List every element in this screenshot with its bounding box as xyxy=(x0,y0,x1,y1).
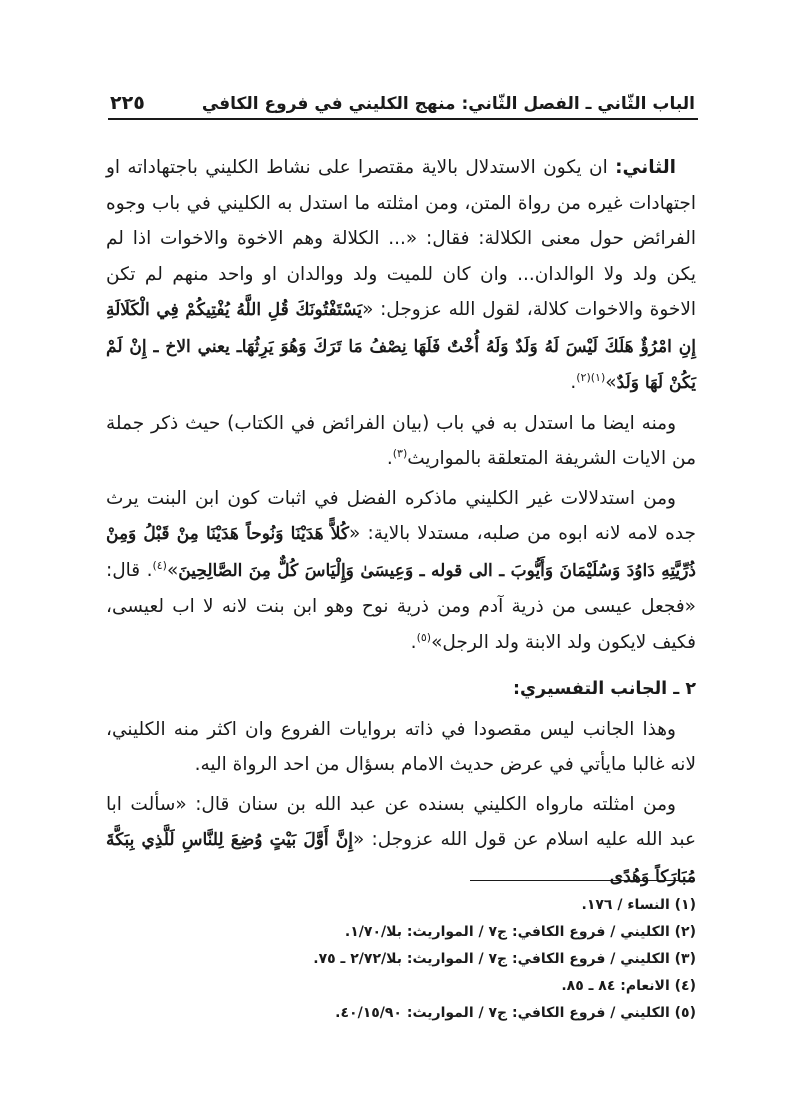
footnote-rule xyxy=(470,880,695,881)
page-header xyxy=(110,84,695,114)
paragraph-2: ومنه ايضا ما استدل به في باب (بيان الفرائض في الكتاب) حيث ذكر جملة من الايات الشريفة المتعلقة بالمواريث$^{(٣)}$. xyxy=(106,412,696,469)
page-number: ٢٢٥ xyxy=(110,92,145,114)
footnote-item: (٢) الكليني / فروع الكافي: ج٧ / المواريث: بلا/١/٧٠. xyxy=(344,924,696,940)
quran-quote: كُلاًّ هَدَيْنَا وَنُوحاً هَدَيْنَا مِنْ قَبْلُ وَمِنْ ذُرِّيَّتِهِ دَاوُدَ وَسُلَيْمَانَ وَأَيُّوبَ xyxy=(106,524,696,581)
quran-aside: ـ الى قوله ـ xyxy=(413,560,511,581)
main-text xyxy=(106,150,696,660)
footnote-item: (٥) الكليني / فروع الكافي: ج٧ / المواريث: ٤٠/١٥/٩٠. xyxy=(335,1005,696,1021)
paragraph-text: ان يكون الاستدلال بالاية مقتصرا على نشاط الكليني باجتهاداته او اجتهادات غيره من رواة المتن، ومن امثلته ما استدل به الكليني في باب وجوه الفرائض حول معنى الكلالة: فقال: «... الكلالة وهم الاخوة والاخوات اذا لم يكن ولد ولا الوالدان... وان كان للميت ولد ووالدان او واحد منهم لم تكن الاخوة والاخوات كلالة، لقول الله عزوجل: « xyxy=(106,157,697,320)
footnotes xyxy=(200,892,696,1027)
quran-quote: إِنْ لَمْ يَكُنْ لَهَا وَلَدٌ xyxy=(106,336,696,393)
section-paragraph-1: وهذا الجانب ليس مقصودا في ذاته بروايات الفروع وان اكثر منه الكليني، لانه غالبا مايأتي في عرض حديث الامام بسؤال من احد الرواة اليه. xyxy=(106,718,696,775)
footnote-item: (١) النساء / ١٧٦. xyxy=(581,897,696,913)
footnote-ref: (١)(٢) xyxy=(576,370,606,384)
paragraph-3: ومن استدلالات غير الكليني ماذكره الفضل في اثبات كون ابن البنت يرث جده لامه لانه ابوه من صلبه، مستدلا بالاية: «كُلاًّ هَدَيْنَا وَنُوحاً هَدَيْنَا مِنْ قَبْلُ وَمِنْ ذُرِّيَّتِهِ دَاوُدَ وَسُلَيْمَانَ وَأَيُّوبَ ـ الى قوله ـ وَعِيسَىٰ وَإِلْيَاسَ كُلٌّ مِنَ الصَّالِحِينَ»$^{(٤)}$. قال: «فجعل عيسى من ذرية آدم ومن ذرية نوح وهو ابن بنت لانه لا اب لعيسى، فكيف لايكون ولد الابنة ولد الرجل»$^{(٥)}$. xyxy=(106,487,696,653)
footnote-ref: (٤) xyxy=(152,558,167,572)
quote-close: » xyxy=(605,372,617,393)
paragraph-text: ومنه ايضا ما استدل به في باب (بيان الفرائض في الكتاب) حيث ذكر جملة من الايات الشريفة المتعلقة بالمواريث xyxy=(106,412,696,469)
quran-aside: ـ يعني الاخ ـ xyxy=(146,336,242,357)
header-rule xyxy=(108,118,698,120)
paragraph-text: ومن استدلالات غير الكليني ماذكره الفضل في اثبات كون ابن البنت يرث جده لامه لانه ابوه من صلبه، مستدلا بالاية: « xyxy=(106,487,696,544)
footnote-ref: (٥) xyxy=(416,630,432,644)
paragraph-1: الثاني: ان يكون الاستدلال بالاية مقتصرا على نشاط الكليني باجتهاداته او اجتهادات غيره من رواة المتن، ومن امثلته ما استدل به الكليني في باب وجوه الفرائض حول معنى الكلالة: فقال: «... الكلالة وهم الاخوة والاخوات اذا لم يكن ولد ولا الوالدان... وان كان للميت ولد ووالدان او واحد منهم لم تكن الاخوة والاخوات كلالة، لقول الله عزوجل: «يَسْتَفْتُونَكَ قُلِ اللَّهُ يُفْتِيكُمْ فِي الْكَلَالَةِ إِنِ امْرُؤٌ هَلَكَ لَيْسَ لَهُ وَلَدٌ وَلَهُ أُخْتٌ فَلَهَا نِصْفُ مَا تَرَكَ وَهُوَ يَرِثُهَاـ يعني الاخ ـ إِنْ لَمْ يَكُنْ لَهَا وَلَدٌ»$^{(١)(٢)}$. xyxy=(106,157,697,393)
quran-quote: إِنَّ أَوَّلَ بَيْتٍ وُضِعَ لِلنَّاسِ لَلَّذِي بِبَكَّةَ مُبَارَكاً وَهُدًى xyxy=(106,830,696,887)
footnote-item: (٣) الكليني / فروع الكافي: ج٧ / المواريث: بلا/٢/٧٢ ـ ٧٥. xyxy=(313,951,696,967)
quran-quote: يَسْتَفْتُونَكَ قُلِ اللَّهُ يُفْتِيكُمْ فِي الْكَلَالَةِ إِنِ امْرُؤٌ هَلَكَ لَيْسَ لَهُ وَلَدٌ وَلَهُ أُخْتٌ فَلَهَا نِصْفُ مَا تَرَكَ وَهُوَ يَرِثُهَا xyxy=(106,300,696,357)
section-heading: ٢ ـ الجانب التفسيري: xyxy=(513,679,696,699)
footnote-item: (٤) الانعام: ٨٤ ـ ٨٥. xyxy=(561,978,696,994)
section-paragraph-2 xyxy=(106,787,696,896)
footnote-ref: (٣) xyxy=(392,446,408,460)
paragraph-lead: الثاني: xyxy=(615,157,676,178)
running-title: الباب الثّاني ـ الفصل الثّاني: منهج الكليني في فروع الكافي xyxy=(201,94,695,114)
paragraph-text: . قال: «فجعل عيسى من ذرية آدم ومن ذرية نوح وهو ابن بنت لانه لا اب لعيسى، فكيف لايكون ولد الابنة ولد الرجل» xyxy=(106,559,696,653)
quran-quote: وَعِيسَىٰ وَإِلْيَاسَ كُلٌّ مِنَ الصَّالِحِينَ xyxy=(178,560,414,581)
section-tafsir xyxy=(106,672,696,895)
paragraph-text: ومن امثلته مارواه الكليني بسنده عن عبد الله بن سنان قال: «سألت ابا عبد الله عليه اسلام عن قول الله عزوجل: « xyxy=(106,793,696,850)
